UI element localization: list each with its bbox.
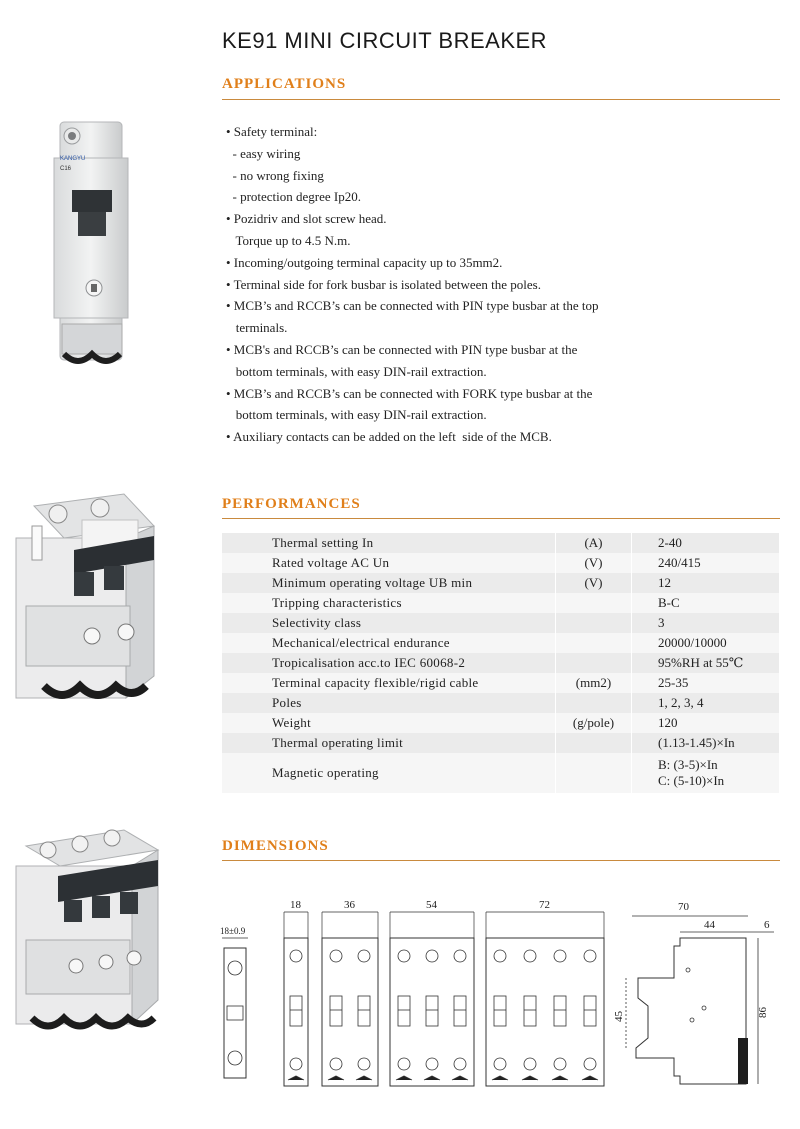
application-item: Torque up to 4.5 N.m. <box>226 232 351 248</box>
performance-name: Tropicalisation acc.to IEC 60068-2 <box>222 653 556 673</box>
pole-outline <box>552 950 568 1080</box>
performance-unit <box>556 653 632 673</box>
performance-name: Thermal operating limit <box>222 733 556 753</box>
performance-row <box>222 693 780 713</box>
performance-row <box>222 673 780 693</box>
applications-heading: APPLICATIONS <box>222 76 347 92</box>
application-item: • Pozidriv and slot screw head. <box>226 211 387 227</box>
dimensions-heading: DIMENSIONS <box>222 838 329 854</box>
applications-list <box>226 121 786 448</box>
pole-outline <box>396 950 412 1080</box>
performance-row <box>222 653 780 673</box>
rating-label: C16 <box>60 166 72 172</box>
depth-label: 70 <box>678 901 689 913</box>
performance-unit: (g/pole) <box>556 713 632 733</box>
performance-unit: (A) <box>556 533 632 553</box>
performance-value: 95%RH at 55℃ <box>632 653 780 673</box>
application-item: • Safety terminal: <box>226 124 318 139</box>
application-item: - easy wiring <box>226 145 301 161</box>
performance-row <box>222 613 780 633</box>
performance-value-line: B: (3-5)×In <box>658 757 718 772</box>
performance-unit: (V) <box>556 573 632 593</box>
application-item: - no wrong fixing <box>226 167 324 183</box>
performance-row <box>222 753 780 793</box>
performance-name: Poles <box>222 693 556 713</box>
performance-name: Selectivity class <box>222 613 556 633</box>
performance-value: 1, 2, 3, 4 <box>632 693 780 713</box>
width-label: 54 <box>426 899 437 911</box>
performance-row <box>222 633 780 653</box>
performance-name: Tripping characteristics <box>222 593 556 613</box>
performance-value: 3 <box>632 613 780 633</box>
application-item: bottom terminals, with easy DIN-rail extraction. <box>226 407 487 423</box>
performance-row <box>222 713 780 733</box>
performances-heading: PERFORMANCES <box>222 496 361 512</box>
two-pole-breaker-photo <box>4 486 164 716</box>
pole-outline <box>522 950 538 1080</box>
pole-outline <box>492 950 508 1080</box>
performance-name: Rated voltage AC Un <box>222 553 556 573</box>
performance-unit <box>556 613 632 633</box>
application-item: • MCB’s and RCCB’s can be connected with FORK type busbar at the <box>226 385 593 401</box>
applications-divider <box>222 99 780 100</box>
performance-value: 2-40 <box>632 533 780 553</box>
application-item: - protection degree Ip20. <box>226 189 362 205</box>
pole-outline <box>582 950 598 1080</box>
performance-value: 120 <box>632 713 780 733</box>
performance-unit <box>556 693 632 713</box>
performance-row <box>222 573 780 593</box>
application-item: bottom terminals, with easy DIN-rail extraction. <box>226 363 487 379</box>
performances-divider <box>222 518 780 519</box>
pole-outline <box>356 950 372 1080</box>
rail-label: 45 <box>613 1011 625 1022</box>
dimensions-divider <box>222 860 780 861</box>
performance-value: (1.13-1.45)×In <box>632 733 780 753</box>
application-item: • MCB’s and RCCB’s can be connected with PIN type busbar at the top <box>226 298 599 314</box>
width-label: 18 <box>290 899 301 911</box>
brand-label: KANGYU <box>60 156 86 162</box>
performance-value-line: C: (5-10)×In <box>658 773 725 788</box>
performance-row <box>222 733 780 753</box>
performance-unit <box>556 733 632 753</box>
page-title: KE91 MINI CIRCUIT BREAKER <box>222 28 548 53</box>
performance-name: Terminal capacity flexible/rigid cable <box>222 673 556 693</box>
performance-row <box>222 553 780 573</box>
performance-unit: (V) <box>556 553 632 573</box>
performance-name: Thermal setting In <box>222 533 556 553</box>
performance-value: 12 <box>632 573 780 593</box>
performance-unit <box>556 633 632 653</box>
performance-name: Magnetic operating <box>222 753 556 793</box>
application-item: • Incoming/outgoing terminal capacity up to 35mm2. <box>226 254 503 270</box>
performance-row <box>222 593 780 613</box>
pole-outline <box>452 950 468 1080</box>
performance-name: Weight <box>222 713 556 733</box>
width-label: 72 <box>539 899 550 911</box>
pole-outline <box>328 950 344 1080</box>
application-item: terminals. <box>226 320 288 336</box>
height-label: 86 <box>757 1007 769 1018</box>
front-depth-label: 44 <box>704 919 715 931</box>
performance-unit <box>556 753 632 793</box>
offset-label: 6 <box>764 919 770 931</box>
pole-outline <box>288 950 304 1080</box>
performance-unit: (mm2) <box>556 673 632 693</box>
three-pole-breaker-photo <box>6 820 166 1046</box>
performances-table <box>222 533 780 793</box>
side-width-label: 18±0.9 <box>220 926 246 936</box>
dimension-drawings <box>218 888 788 1098</box>
performance-value: 20000/10000 <box>632 633 780 653</box>
application-item: • Terminal side for fork busbar is isolated between the poles. <box>226 276 541 292</box>
performance-unit <box>556 593 632 613</box>
performance-row <box>222 533 780 553</box>
performance-value: 25-35 <box>632 673 780 693</box>
performance-value: 240/415 <box>632 553 780 573</box>
single-pole-breaker-photo <box>38 118 138 374</box>
width-label: 36 <box>344 899 355 911</box>
performance-value: B-C <box>632 593 780 613</box>
application-item: • Auxiliary contacts can be added on the left side of the MCB. <box>226 429 552 445</box>
pole-outline <box>424 950 440 1080</box>
performance-name: Mechanical/electrical endurance <box>222 633 556 653</box>
application-item: • MCB's and RCCB’s can be connected with PIN type busbar at the <box>226 341 578 357</box>
performance-value <box>632 753 780 793</box>
performance-name: Minimum operating voltage UB min <box>222 573 556 593</box>
